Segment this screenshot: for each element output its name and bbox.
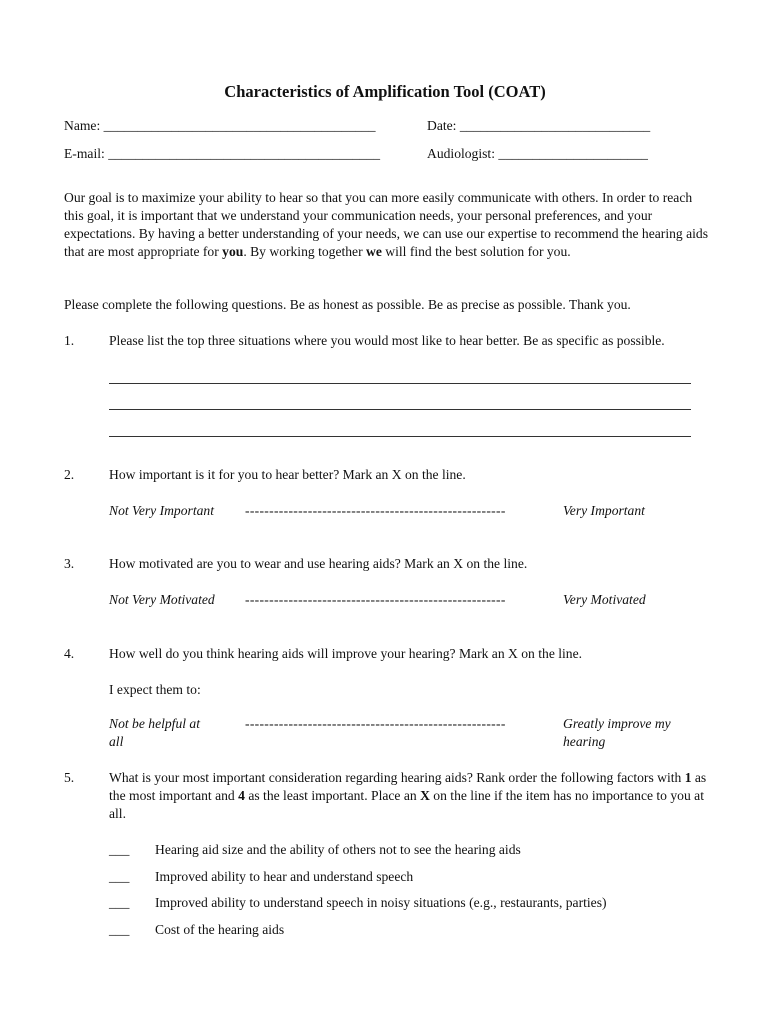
intro-paragraph: Our goal is to maximize your ability to hear so that you can more easily communicate with others. In order to reach this goal, it is important that we understand your communication needs, your personal preferences, and your expectations. By having a better understanding of your needs, we can use our expertise to recommend the hearing aids that are most appropriate for you. By working together we will find the best solution for you. [64, 190, 708, 259]
q1-text: Please list the top three situations where you would most like to hear better. Be as specific as possible. [109, 333, 665, 348]
q4-number: 4. [64, 646, 75, 661]
name-label: Name: [64, 118, 101, 133]
q1-answer-line-3[interactable] [109, 436, 691, 437]
instructions: Please complete the following questions. Be as honest as possible. Be as precise as possible. Thank you. [64, 297, 631, 312]
q5-number: 5. [64, 770, 75, 785]
email-field[interactable] [64, 145, 380, 163]
q4-scale-left-label: Not be helpful at all [109, 716, 200, 749]
date-line: ____________________________ [459, 118, 651, 133]
q3-text: How motivated are you to wear and use hearing aids? Mark an X on the line. [109, 556, 528, 571]
q2-scale-right-label: Very Important [563, 503, 645, 518]
q3-scale-left-label: Not Very Motivated [109, 592, 215, 607]
q1-answer-line-1[interactable] [109, 383, 691, 384]
factor-item-4: Cost of the hearing aids [155, 922, 285, 937]
q4-scale-right-label: Greatly improve my hearing [563, 716, 671, 749]
q2-scale-line[interactable]: ------------------------------------------------------ [245, 503, 506, 518]
q3-scale-line[interactable]: ------------------------------------------------------ [245, 592, 506, 607]
audiologist-label: Audiologist: [427, 146, 495, 161]
factor-item-3: Improved ability to understand speech in noisy situations (e.g., restaurants, parties) [155, 895, 607, 910]
q2-text: How important is it for you to hear better? Mark an X on the line. [109, 467, 466, 482]
name-line: ________________________________________ [103, 118, 376, 133]
q3-scale-right-label: Very Motivated [563, 592, 646, 607]
date-field[interactable] [427, 117, 650, 135]
rank-blank-4[interactable]: ___ [109, 922, 130, 937]
rank-blank-1[interactable]: ___ [109, 842, 130, 857]
page-title: Characteristics of Amplification Tool (COAT) [224, 82, 546, 101]
email-label: E-mail: [64, 146, 105, 161]
factor-item-2: Improved ability to hear and understand speech [155, 869, 414, 884]
q1-answer-line-2[interactable] [109, 409, 691, 410]
q3-number: 3. [64, 556, 75, 571]
q1-number: 1. [64, 333, 75, 348]
name-field[interactable] [64, 117, 376, 135]
factor-item-1: Hearing aid size and the ability of others not to see the hearing aids [155, 842, 521, 857]
rank-blank-2[interactable]: ___ [109, 869, 130, 884]
q2-scale-left-label: Not Very Important [109, 503, 214, 518]
audiologist-field[interactable] [427, 145, 648, 163]
q4-scale-line[interactable]: ------------------------------------------------------ [245, 716, 506, 731]
rank-blank-3[interactable]: ___ [109, 895, 130, 910]
q5-text: What is your most important consideration regarding hearing aids? Rank order the following factors with 1 as the most important and 4 as the least important. Place an X on the line if the item has no importance to you at all. [109, 770, 707, 821]
q2-number: 2. [64, 467, 75, 482]
q4-text: How well do you think hearing aids will improve your hearing? Mark an X on the line. [109, 646, 583, 661]
email-line: ________________________________________ [108, 146, 381, 161]
date-label: Date: [427, 118, 457, 133]
audiologist-line: ______________________ [498, 146, 648, 161]
q4-expect-label: I expect them to: [109, 682, 201, 697]
